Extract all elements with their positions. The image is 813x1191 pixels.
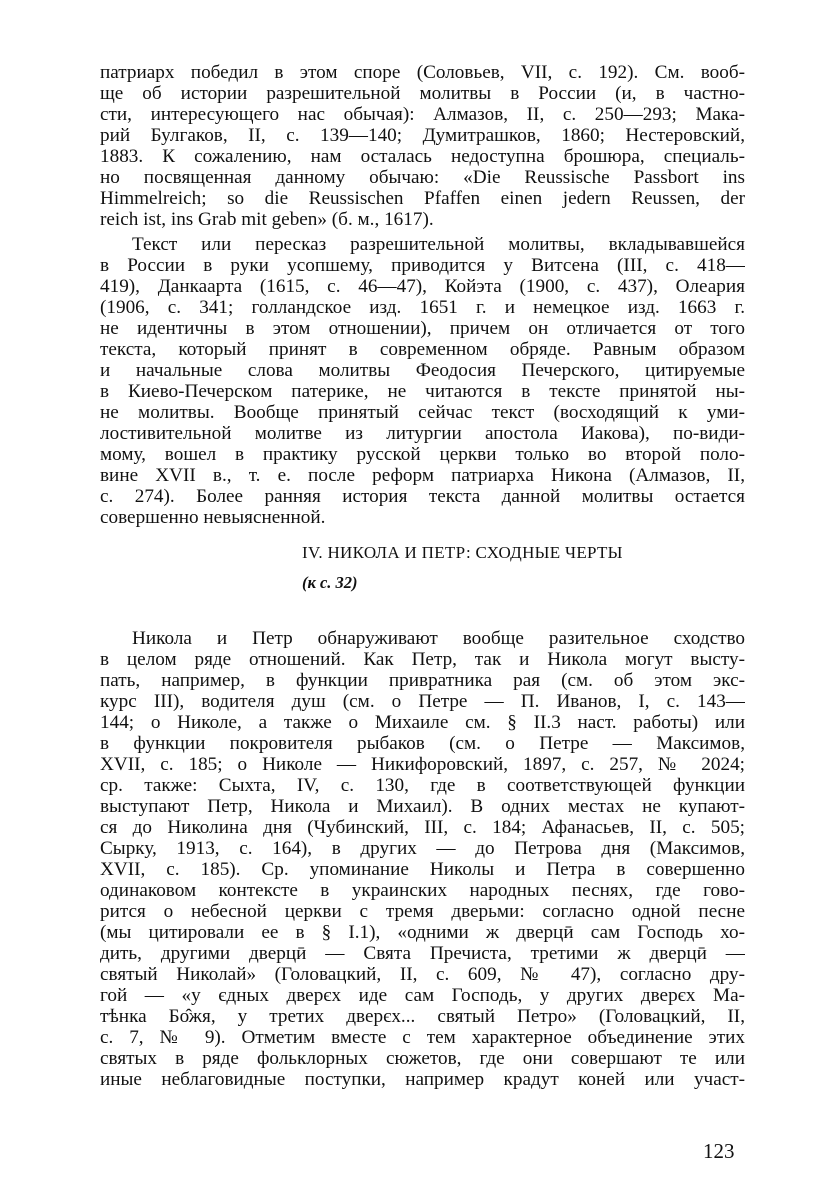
text-line: одинаковом контексте в украинских народных песнях, где гово-	[100, 880, 745, 901]
text-line: пать, например, в функции привратника рая (см. об этом экс-	[100, 670, 745, 691]
text-line: ср. также: Сыхта, IV, с. 130, где в соответствующей функции	[100, 775, 745, 796]
text-line: в России в руки усопшему, приводится у Витсена (III, с. 418—	[100, 255, 745, 276]
text-line: в Киево-Печерском патерике, не читаются в тексте принятой ны-	[100, 381, 745, 402]
text-line: (1906, с. 341; голландское изд. 1651 г. и немецкое изд. 1663 г.	[100, 297, 745, 318]
text-line: дить, другими дверцӣ — Свята Пречиста, третими ж дверцӣ —	[100, 943, 745, 964]
text-line: Текст или пересказ разрешительной молитвы, вкладывавшейся	[132, 234, 745, 255]
text-line: но посвященная данному обычаю: «Die Reussische Passbort ins	[100, 167, 745, 188]
text-line: с. 7, № 9). Отметим вместе с тем характерное объединение этих	[100, 1027, 745, 1048]
text-line: святый Николай» (Головацкий, II, с. 609, № 47), согласно дру-	[100, 964, 745, 985]
text-line: святых в ряде фольклорных сюжетов, где они совершают те или	[100, 1048, 745, 1069]
text-line: не молитвы. Вообще принятый сейчас текст (восходящий к уми-	[100, 402, 745, 423]
text-line: тѣнка Бо̂жя, у третих дверєх... святый Петро» (Головацкий, II,	[100, 1006, 745, 1027]
paragraph-prayer-text	[100, 234, 745, 528]
text-line: в функции покровителя рыбаков (см. о Петре — Максимов,	[100, 733, 745, 754]
text-line: патриарх победил в этом споре (Соловьев, VII, с. 192). См. вооб-	[100, 62, 745, 83]
text-line: гой — «у єдных дверєх иде сам Господь, у других дверєх Ма-	[100, 985, 745, 1006]
text-line: Himmelreich; so die Reussischen Pfaffen einen jedern Reussen, der	[100, 188, 745, 209]
text-line: с. 274). Более ранняя история текста данной молитвы остается	[100, 486, 745, 507]
text-line: совершенно невыясненной.	[100, 507, 326, 528]
text-line: Никола и Петр обнаруживают вообще разительное сходство	[132, 628, 745, 649]
section-page-reference: (к с. 32)	[302, 573, 358, 592]
text-line: Сырку, 1913, с. 164), в других — до Петрова дня (Максимов,	[100, 838, 745, 859]
text-line: рится о небесной церкви с тремя дверьми: согласно одной песне	[100, 901, 745, 922]
text-line: XVII, с. 185; о Николе — Никифоровский, 1897, с. 257, № 2024;	[100, 754, 745, 775]
text-line: курс III), водителя душ (см. о Петре — П. Иванов, I, с. 143—	[100, 691, 745, 712]
text-line: иные неблаговидные поступки, например крадут коней или участ-	[100, 1069, 745, 1090]
text-line: ся до Николина дня (Чубинский, III, с. 184; Афанасьев, II, с. 505;	[100, 817, 745, 838]
text-line: reich ist, ins Grab mit geben» (б. м., 1617).	[100, 209, 434, 230]
text-line: рий Булгаков, II, с. 139—140; Думитрашков, 1860; Нестеровский,	[100, 125, 745, 146]
text-line: вине XVII в., т. е. после реформ патриарха Никона (Алмазов, II,	[100, 465, 745, 486]
section-heading: IV. НИКОЛА И ПЕТР: СХОДНЫЕ ЧЕРТЫ	[302, 543, 623, 562]
page-number: 123	[703, 1139, 735, 1163]
text-line: мому, вошел в практику русской церкви только во второй поло-	[100, 444, 745, 465]
text-line: сти, интересующего нас обычая): Алмазов, II, с. 250—293; Мака-	[100, 104, 745, 125]
text-line: в целом ряде отношений. Как Петр, так и Никола могут высту-	[100, 649, 745, 670]
text-line: ще об истории разрешительной молитвы в России (и, в частно-	[100, 83, 745, 104]
text-line: текста, который принят в современном обряде. Равным образом	[100, 339, 745, 360]
text-line: лостивительной молитве из литургии апостола Иакова), по-види-	[100, 423, 745, 444]
text-line: (мы цитировали ее в § I.1), «одними ж дверцӣ сам Господь хо-	[100, 922, 745, 943]
text-line: выступают Петр, Никола и Михаил). В одних местах не купают-	[100, 796, 745, 817]
text-line: 144; о Николе, а также о Михаиле см. § II.3 наст. работы) или	[100, 712, 745, 733]
text-line: XVII, с. 185). Ср. упоминание Николы и Петра в совершенно	[100, 859, 745, 880]
text-line: не идентичны в этом отношении), причем он отличается от того	[100, 318, 745, 339]
text-line: 1883. К сожалению, нам осталась недоступна брошюра, специаль-	[100, 146, 745, 167]
paragraph-nikola-petr	[100, 628, 745, 1090]
text-line: 419), Данкаарта (1615, с. 46—47), Койэта (1900, с. 437), Олеария	[100, 276, 745, 297]
text-line: и начальные слова молитвы Феодосия Печерского, цитируемые	[100, 360, 745, 381]
paragraph-continuation	[100, 62, 745, 230]
